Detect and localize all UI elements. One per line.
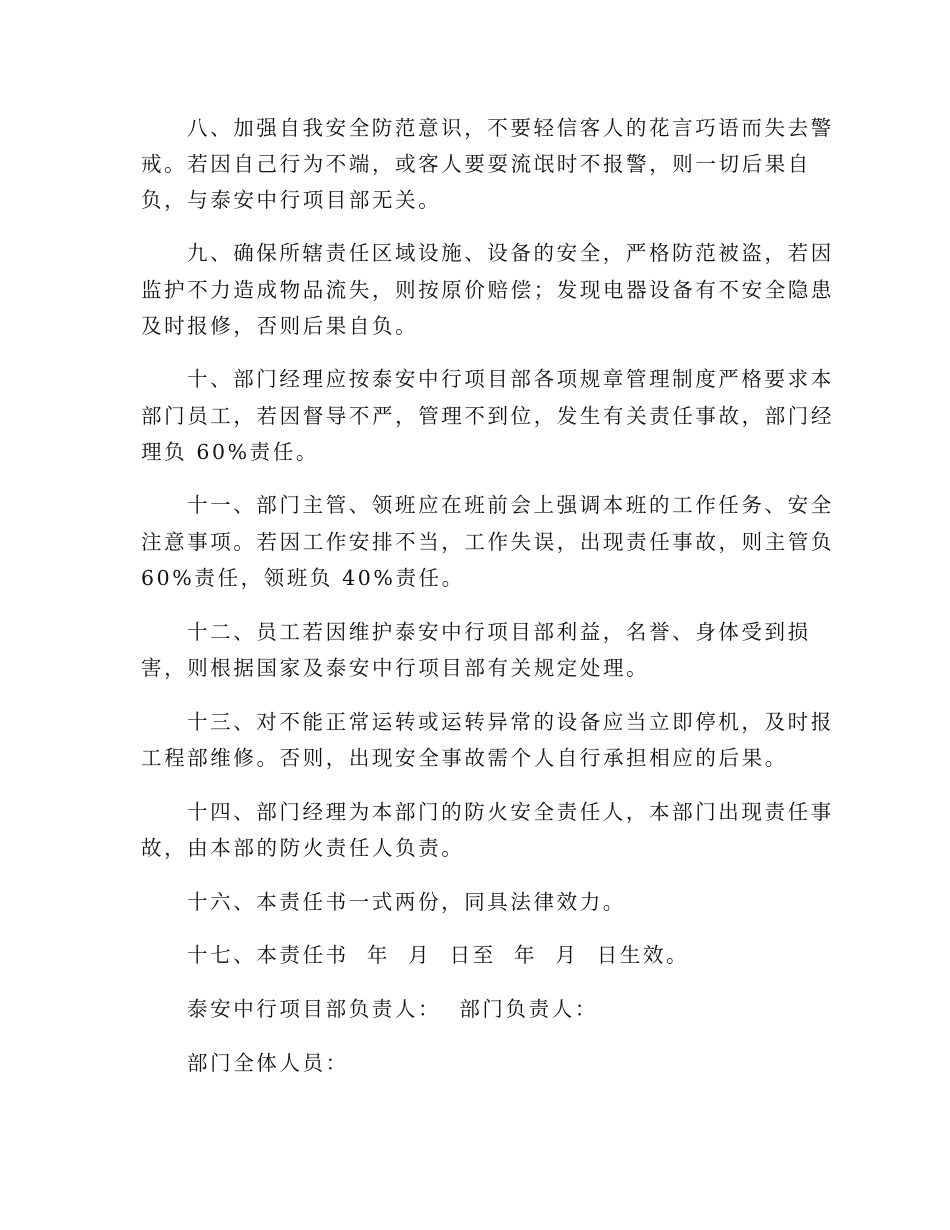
clause-9-line-1: 九、确保所辖责任区域设施、设备的安全，严格防范被盗，若因: [187, 241, 834, 265]
clause-13-line-1: 十三、对不能正常运转或运转异常的设备应当立即停机，及时报: [187, 710, 834, 734]
clause-10-line-3: 理负 60%责任。: [141, 440, 319, 464]
clause-14-line-2: 故，由本部的防火责任人负责。: [141, 836, 465, 860]
clause-10-line-1: 十、部门经理应按泰安中行项目部各项规章管理制度严格要求本: [187, 367, 834, 391]
clause-9-line-3: 及时报修，否则后果自负。: [141, 314, 419, 338]
clause-10-line-2: 部门员工，若因督导不严，管理不到位，发生有关责任事故，部门经: [141, 404, 834, 428]
clause-12-line-2: 害，则根据国家及泰安中行项目部有关规定处理。: [141, 656, 650, 680]
signature-line: 泰安中行项目部负责人： 部门负责人：: [187, 997, 598, 1021]
clause-11-line-1: 十一、部门主管、领班应在班前会上强调本班的工作任务、安全: [187, 493, 834, 517]
clause-8-line-2: 戒。若因自己行为不端，或客人要耍流氓时不报警，则一切后果自: [141, 152, 811, 176]
clause-14-line-1: 十四、部门经理为本部门的防火安全责任人，本部门出现责任事: [187, 800, 834, 824]
clause-11-line-3: 60%责任，领班负 40%责任。: [141, 566, 465, 590]
clause-12-line-1: 十二、员工若因维护泰安中行项目部利益，名誉、身体受到损: [187, 620, 811, 644]
clause-8-line-1: 八、加强自我安全防范意识，不要轻信客人的花言巧语而失去警: [187, 116, 834, 140]
clause-13-line-2: 工程部维修。否则，出现安全事故需个人自行承担相应的后果。: [141, 746, 788, 770]
clause-9-line-2: 监护不力造成物品流失，则按原价赔偿；发现电器设备有不安全隐患: [141, 278, 834, 302]
clause-17-line-1: 十七、本责任书 年 月 日至 年 月 日生效。: [187, 943, 690, 967]
clause-11-line-2: 注意事项。若因工作安排不当，工作失误，出现责任事故，则主管负: [141, 530, 834, 554]
clause-8-line-3: 负，与泰安中行项目部无关。: [141, 188, 442, 212]
clause-16-line-1: 十六、本责任书一式两份，同具法律效力。: [187, 890, 626, 914]
all-staff-line: 部门全体人员：: [187, 1051, 349, 1075]
